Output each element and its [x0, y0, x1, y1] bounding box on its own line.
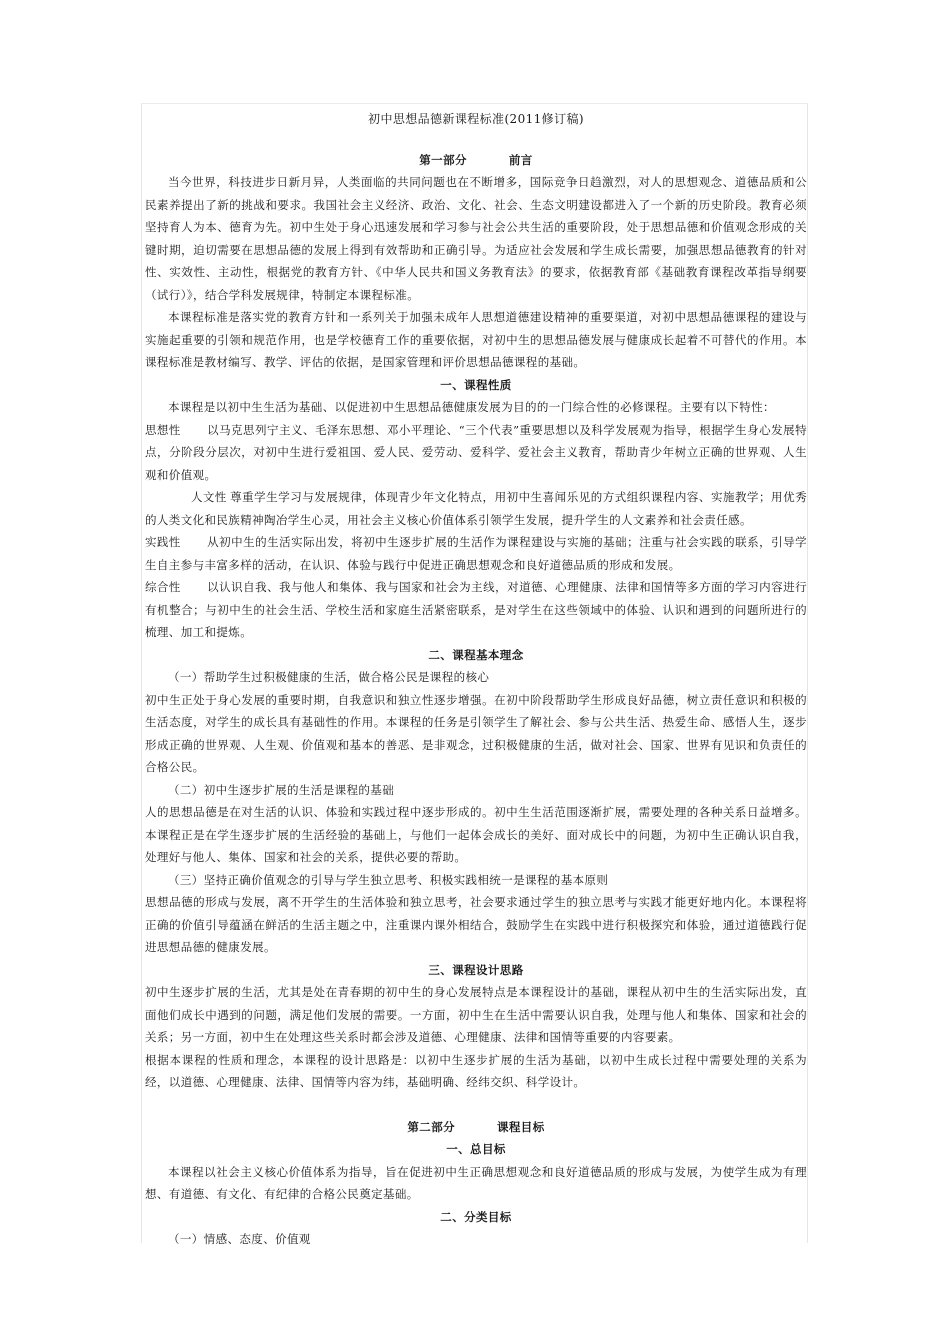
trait-ideological — [145, 419, 807, 487]
section-heading-nature: 一、课程性质 — [440, 377, 512, 392]
trait-practical — [145, 531, 807, 576]
trait-term: 人文性 — [191, 490, 227, 504]
trait-text: 从初中生的生活实际出发，将初中生逐步扩展的生活作为课程建设与实施的基础；注重与社会实践的联系，引导学生自主参与丰富多样的活动，在认识、体验与践行中促进正确思想观念和良好道德品质的形成和发展。 — [145, 535, 807, 572]
trait-term: 实践性 — [145, 535, 181, 549]
nature-intro: 本课程是以初中生生活为基础、以促进初中生思想品德健康发展为目的的一门综合性的必修课程。主要有以下特性： — [168, 400, 775, 414]
concept-b-title: （二）初中生逐步扩展的生活是课程的基础 — [168, 782, 395, 797]
part2-name: 课程目标 — [497, 1119, 545, 1134]
trait-term: 思想性 — [145, 422, 181, 437]
part1-heading — [145, 149, 807, 172]
section-heading-category-goals: 二、分类目标 — [440, 1209, 512, 1224]
section-heading-overall-goal: 一、总目标 — [446, 1142, 506, 1156]
part1-label: 第一部分 — [419, 152, 467, 167]
overall-goal-text: 本课程以社会主义核心价值体系为指导，旨在促进初中生正确思想观念和良好道德品质的形成与发展，为使学生成为有理想、有道德、有文化、有纪律的合格公民奠定基础。 — [145, 1164, 807, 1201]
trait-text: 以认识自我、我与他人和集体、我与国家和社会为主线，对道德、心理健康、法律和国情等多方面的学习内容进行有机整合；与初中生的社会生活、学校生活和家庭生活紧密联系，是对学生在这些领域中的体验、认识和遇到的问题所进行的梳理、加工和提炼。 — [145, 580, 807, 639]
design-paragraph-2: 根据本课程的性质和理念，本课程的设计思路是：以初中生逐步扩展的生活为基础，以初中生成长过程中需要处理的关系为经，以道德、心理健康、法律、国情等内容为纬，基础明确、经纬交织、科学设计。 — [145, 1052, 807, 1089]
part2-label: 第二部分 — [407, 1119, 455, 1134]
trait-text: 以马克思列宁主义、毛泽东思想、邓小平理论、“三个代表”重要思想以及科学发展观为指导，根据学生身心发展特点，分阶段分层次，对初中生进行爱祖国、爱人民、爱劳动、爱科学、爱社会主义教育，帮助青少年树立正确的世界观、人生观和价值观。 — [145, 422, 807, 482]
section-heading-concepts: 二、课程基本理念 — [428, 647, 524, 662]
preface-paragraph-1: 当今世界，科技进步日新月异，人类面临的共同问题也在不断增多，国际竞争日趋激烈，对人的思想观念、道德品质和公民素养提出了新的挑战和要求。我国社会主义经济、政治、文化、社会、生态文明建设都进入了一个新的历史阶段。教育必须坚持育人为本、德育为先。初中生处于身心迅速发展和学习参与社会公共生活的重要阶段，处于思想品德和价值观念形成的关键时期，迫切需要在思想品德的发展上得到有效帮助和正确引导。为适应社会发展和学生成长需要，加强思想品德教育的针对性、实效性、主动性，根据党的教育方针、《中华人民共和国义务教育法》的要求，依据教育部《基础教育课程改革指导纲要（试行）》，结合学科发展规律，特制定本课程标准。 — [145, 175, 807, 302]
section-heading-design: 三、课程设计思路 — [428, 962, 524, 977]
document-title: 初中思想品德新课程标准(2011修订稿) — [368, 112, 584, 126]
concept-b-text: 人的思想品德是在对生活的认识、体验和实践过程中逐步形成的。初中生生活范围逐渐扩展，需要处理的各种关系日益增多。本课程正是在学生逐步扩展的生活经验的基础上，与他们一起体会成长的美好、面对成长中的问题，为初中生正确认识自我，处理好与他人、集体、国家和社会的关系，提供必要的帮助。 — [145, 805, 807, 864]
part1-name: 前言 — [508, 152, 533, 167]
trait-text: 尊重学生学习与发展规律，体现青少年文化特点，用初中生喜闻乐见的方式组织课程内容、实施教学；用优秀的人类文化和民族精神陶冶学生心灵，用社会主义核心价值体系引领学生发展，提升学生的人文素养和社会责任感。 — [145, 490, 807, 527]
category-goal-1-title: （一）情感、态度、价值观 — [168, 1232, 311, 1246]
trait-comprehensive — [145, 576, 807, 644]
concept-c-text: 思想品德的形成与发展，离不开学生的生活体验和独立思考，社会要求通过学生的独立思考与实践才能更好地内化。本课程将正确的价值引导蕴涵在鲜活的生活主题之中，注重课内课外相结合，鼓励学生在实践中进行积极探究和体验，通过道德践行促进思想品德的健康发展。 — [145, 895, 807, 954]
concept-c-title: （三）坚持正确价值观念的引导与学生独立思考、积极实践相统一是课程的基本原则 — [168, 872, 609, 887]
document-body — [145, 108, 807, 1251]
trait-humanistic — [145, 486, 807, 531]
concept-a-text: 初中生正处于身心发展的重要时期，自我意识和独立性逐步增强。在初中阶段帮助学生形成良好品德，树立责任意识和积极的生活态度，对学生的成长具有基础性的作用。本课程的任务是引领学生了解社会、参与公共生活、热爱生命、感悟人生，逐步形成正确的世界观、人生观、价值观和基本的善恶、是非观念，过积极健康的生活，做对社会、国家、世界有见识和负责任的合格公民。 — [145, 692, 807, 774]
trait-term: 综合性 — [145, 580, 181, 594]
part2-heading — [145, 1116, 807, 1139]
preface-paragraph-2: 本课程标准是落实党的教育方针和一系列关于加强未成年人思想道德建设精神的重要渠道，对初中思想品德课程的建设与实施起重要的引领和规范作用，也是学校德育工作的重要依据，对初中生的思想品德发展与健康成长起着不可替代的作用。本课程标准是教材编写、教学、评估的依据，是国家管理和评价思想品德课程的基础。 — [145, 310, 807, 369]
design-paragraph-1: 初中生逐步扩展的生活，尤其是处在青春期的初中生的身心发展特点是本课程设计的基础，课程从初中生的生活实际出发，直面他们成长中遇到的问题，满足他们发展的需要。一方面，初中生在生活中需要认识自我，处理与他人和集体、国家和社会的关系；另一方面，初中生在处理这些关系时都会涉及道德、心理健康、法律和国情等重要的内容要素。 — [145, 985, 807, 1044]
concept-a-title: （一）帮助学生过积极健康的生活，做合格公民是课程的核心 — [168, 670, 490, 684]
